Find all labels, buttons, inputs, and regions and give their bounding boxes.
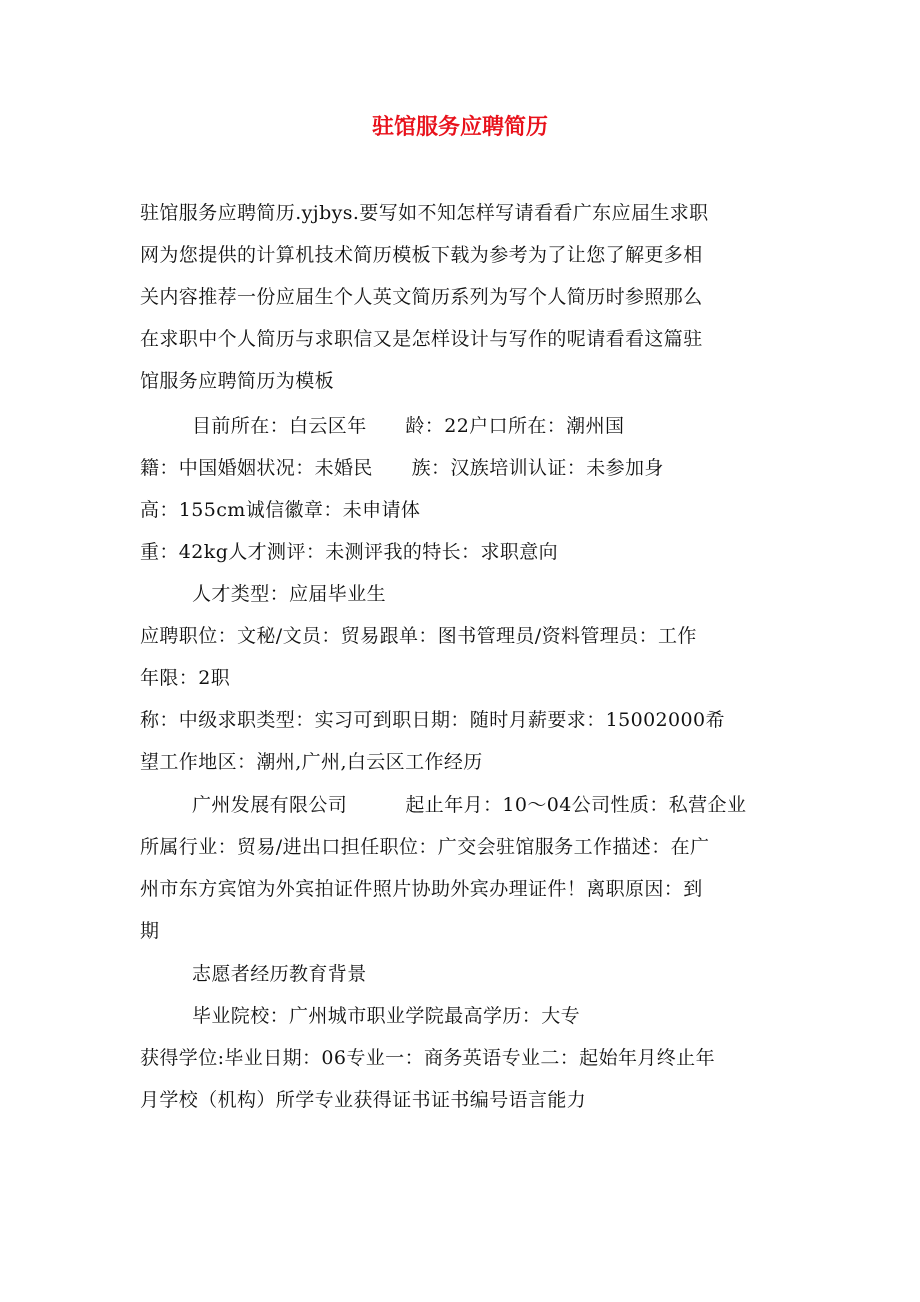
paragraph-line: 称：中级求职类型：实习可到职日期：随时月薪要求：15002000希 [140, 709, 725, 731]
paragraph-line: 驻馆服务应聘简历.yjbys.要写如不知怎样写请看看广东应届生求职 [140, 202, 709, 224]
paragraph-line: 年限：2职 [140, 667, 231, 689]
paragraph-line: 毕业院校：广州城市职业学院最高学历：大专 [192, 1005, 581, 1027]
paragraph-line: 馆服务应聘简历为模板 [140, 370, 335, 392]
paragraph-line: 广州发展有限公司 起止年月：10～04公司性质：私营企业 [192, 794, 747, 816]
paragraph-line: 期 [140, 920, 160, 942]
paragraph-line: 获得学位:毕业日期：06专业一：商务英语专业二：起始年月终止年 [140, 1047, 715, 1069]
paragraph-line: 在求职中个人简历与求职信又是怎样设计与写作的呢请看看这篇驻 [140, 328, 703, 350]
paragraph-line: 望工作地区：潮州,广州,白云区工作经历 [140, 751, 483, 773]
paragraph-line: 州市东方宾馆为外宾拍证件照片协助外宾办理证件！离职原因：到 [140, 878, 703, 900]
paragraph-line: 所属行业：贸易/进出口担任职位：广交会驻馆服务工作描述：在广 [140, 836, 710, 858]
paragraph-line: 月学校（机构）所学专业获得证书证书编号语言能力 [140, 1089, 587, 1111]
paragraph-line: 关内容推荐一份应届生个人英文简历系列为写个人简历时参照那么 [140, 286, 703, 308]
paragraph-line: 重：42kg人才测评：未测评我的特长：求职意向 [140, 541, 559, 563]
paragraph-line: 应聘职位：文秘/文员：贸易跟单：图书管理员/资料管理员：工作 [140, 625, 697, 647]
paragraph-line: 籍：中国婚姻状况：未婚民 族：汉族培训认证：未参加身 [140, 457, 664, 479]
paragraph-line: 高：155cm诚信徽章：未申请体 [140, 499, 421, 521]
paragraph-line: 目前所在：白云区年 龄：22户口所在：潮州国 [192, 415, 625, 437]
document-title: 驻馆服务应聘简历 [371, 115, 548, 140]
paragraph-line: 网为您提供的计算机技术简历模板下载为参考为了让您了解更多相 [140, 244, 703, 266]
paragraph-line: 人才类型：应届毕业生 [192, 583, 387, 605]
paragraph-line: 志愿者经历教育背景 [192, 963, 367, 985]
